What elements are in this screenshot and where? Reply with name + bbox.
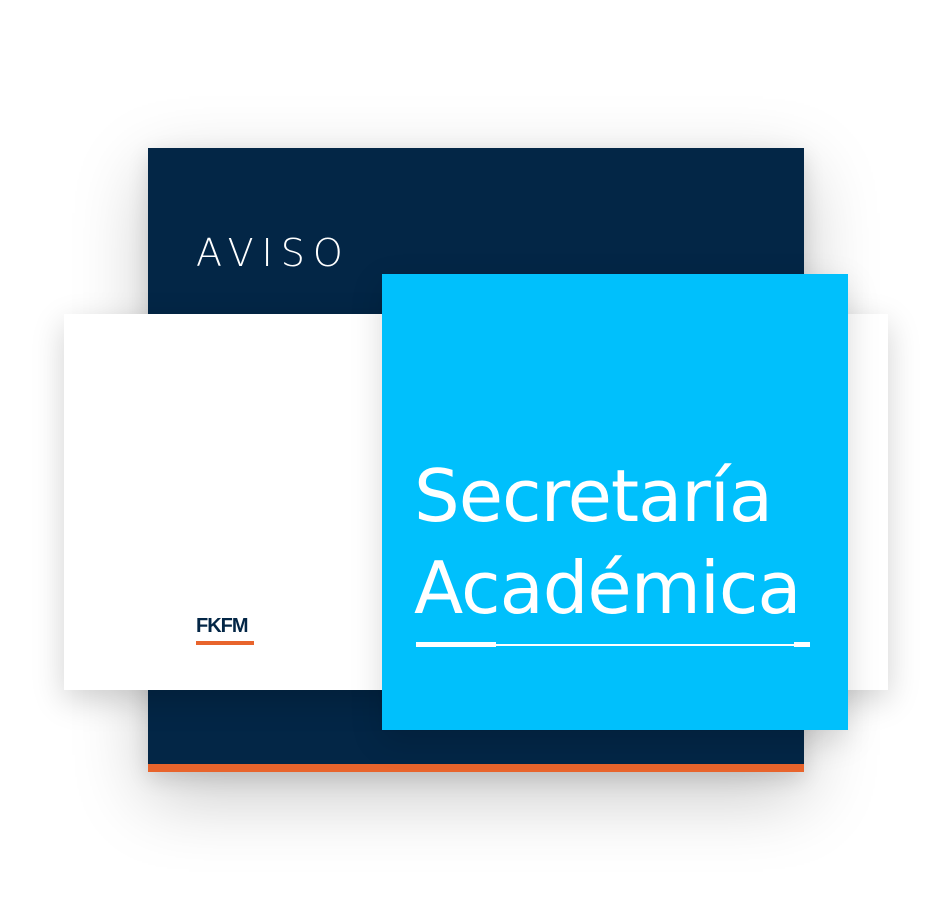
logo-wordmark: FKFM xyxy=(196,615,248,637)
department-title xyxy=(414,450,801,634)
orange-accent-bar xyxy=(148,764,804,772)
rule-left-segment xyxy=(416,642,496,647)
title-line-2: Académica xyxy=(414,546,801,630)
decorative-rule xyxy=(416,641,810,649)
notice-label: AVISO xyxy=(196,231,351,275)
rule-right-segment xyxy=(794,642,810,647)
logo-underline xyxy=(196,641,254,645)
title-line-1: Secretaría xyxy=(414,454,772,538)
fkfm-logo xyxy=(196,614,254,646)
